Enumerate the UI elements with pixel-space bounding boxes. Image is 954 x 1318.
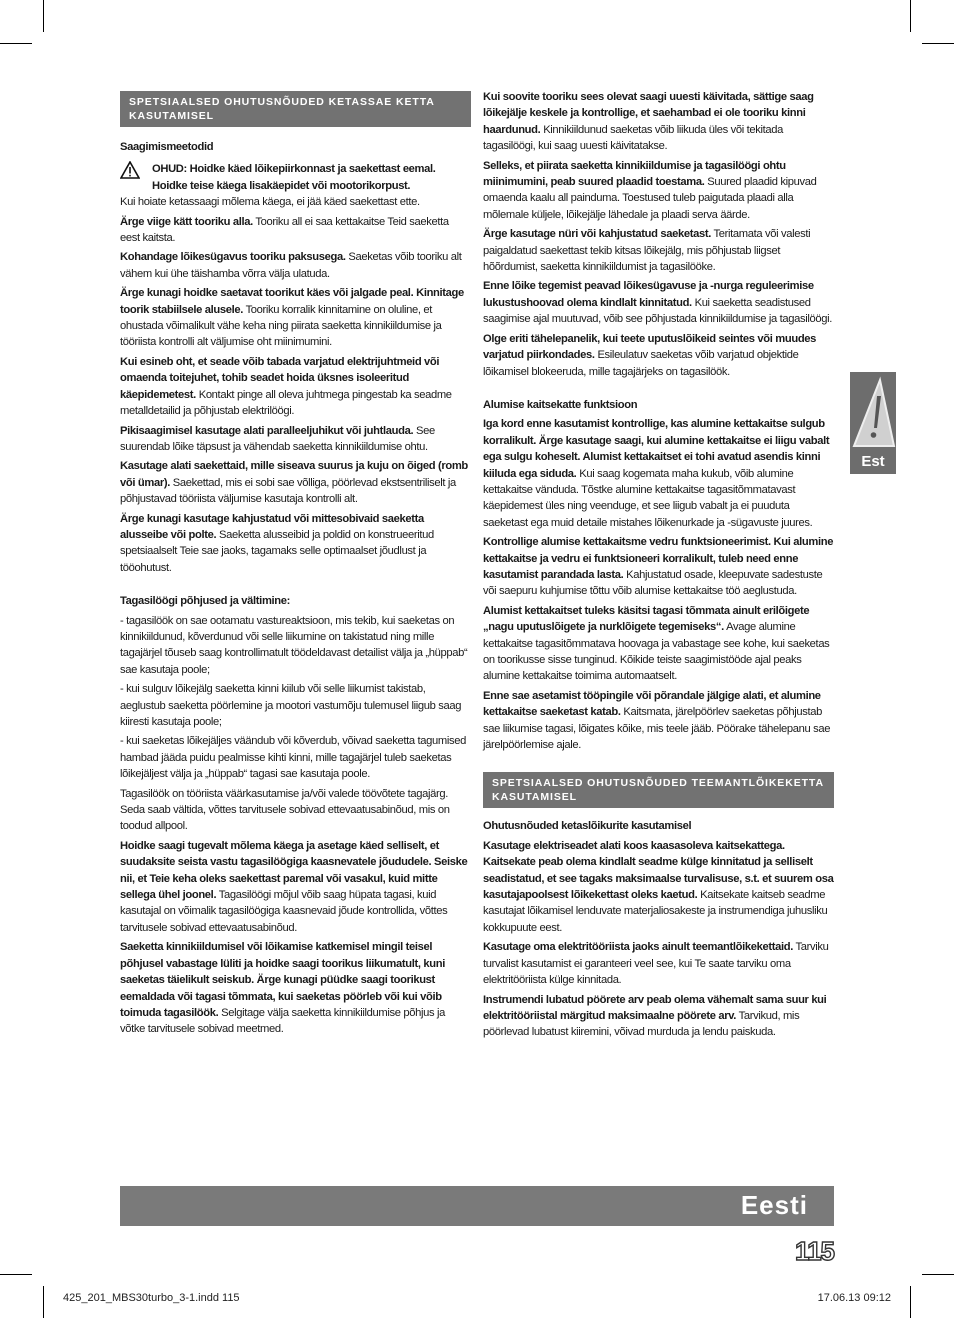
paragraph: Ärge kasutage nüri või kahjustatud saeketast. Teritamata või valesti paigaldatud saekettast tekib kitsas lõikejälg, mis põhjustab liigset hõõrdumist, saeketta kinnikiildumist ja tagasilööke. — [483, 228, 811, 274]
paragraph: Kasutage alati saekettaid, mille siseava suurus ja kuju on õiged (romb või ümar). Saekettad, mis ei sobi sae võlliga, pöörlevad ekstsentriliselt ja põhjustavad tööriista väljumise kasutaja kontrolli alt. — [120, 460, 468, 506]
paragraph: Kasutage oma elektritööriista jaoks ainult teemantlõikekettaid. Tarviku turvalist kasutamist ei garanteeri veel see, kui Te saate tarviku oma elektritööriista külge kinnitada. — [483, 941, 829, 987]
paragraph: Selleks, et piirata saeketta kinnikiildumise ja tagasilöögi ohtu miinimumini, peab suured plaadid toestama. Suured plaadid kipuvad omaenda kaalu all painduma. Toestused tuleb paigutada plaadi alla mõlemale küljele, lõikejälje lähedale ja plaadi serva äärde. — [483, 159, 817, 221]
paragraph: Ärge kunagi kasutage kahjustatud või mittesobivaid saeketta alusseibe või polte. Saeketta alusseibid ja poldid on konstrueeritud spetsiaalselt Teie sae jaoks, tagamaks selle optimaalset jõudlust ja tööohutust. — [120, 512, 434, 574]
subheading-kickback: Tagasilöögi põhjused ja vältimine: — [120, 595, 291, 608]
crop-mark — [43, 1286, 44, 1318]
subheading-sawing-methods: Saagimismeetodid — [120, 141, 214, 153]
paragraph: Ärge kunagi hoidke saetavat toorikut käes või jalgade peal. Kinnitage toorik stabiilsele alusele. Tooriku korralik kinnitamine on oluline, et ohustada võimalikult vähe keha ning piirata saeketta kinnikiildumise ja tööriista kontrolli alt väljumise oht miinimumini. — [120, 287, 464, 349]
subheading-disc-cutters: Ohutusnõuded ketaslõikurite kasutamisel — [483, 820, 692, 833]
paragraph: Saeketta kinnikiildumisel või lõikamise katkemisel mingil teisel põhjusel vabastage lüliti ja hoidke saagi toorikus liikumatult, kuni saeketas täielikult seiskub. Ärge kunagi püüdke saagi toorikust eemaldada või tagasi tõmmata, kui saeketas pöörleb või kui võib toimuda tagasilöök. Selgitage välja saeketta kinnikiildumise põhjus ja võtke tarvitusele sobivad meetmed. — [120, 941, 445, 1036]
paragraph: Pikisaagimisel kasutage alati paralleeljuhikut või juhtlauda. See suurendab lõike täpsust ja vähendab saeketta kinnikiildumise ohtu. — [120, 424, 435, 453]
paragraph: Kohandage lõikesügavus tooriku paksusega. Saeketas võib tooriku alt vähem kui ühe täishamba võrra välja ulatuda. — [120, 251, 462, 280]
language-title: Eesti — [740, 1190, 808, 1220]
crop-mark — [0, 43, 32, 44]
paragraph: Tagasilöök on tööriista väärkasutamise ja/või valede töövõtete tagajärg. Seda saab vältida, võttes tarvitusele sobivad ettevaatusabinõud, mis on toodud allpool. — [120, 787, 450, 833]
paragraph: Kui esineb oht, et seade võib tabada varjatud elektrijuhtmeid või omaenda toitejuhet, tohib seadet hoida üksnes isoleeritud käepidemetest. Kontakt pinge all oleva juhtmega pingestab ka seadme metalldetailid ja põhjustab elektrilöögi. — [120, 355, 452, 418]
date-slug: 17.06.13 09:12 — [817, 1292, 891, 1304]
crop-mark — [43, 0, 44, 32]
side-tab-label: Est — [861, 453, 885, 470]
list-item: - kui sulguv lõikejälg saeketta kinni kiilub või selle liikumist takistab, aeglustub saeketta pöörlemine ja mootori vastumõju tulemusel liigub saag kiiresti kasutaja poole; — [120, 683, 462, 728]
paragraph: Kui soovite tooriku sees olevat saagi uuesti käivitada, sättige saag lõikejälje keskele ja kontrollige, et saehambad ei ole tooriku kinni haardunud. Kinnikiildunud saeketas võib liikuda üles või tekitada tagasilöögi, kui saag uuesti käivitatakse. — [483, 91, 814, 153]
crop-mark — [910, 0, 911, 32]
warning-text: OHUD: Hoidke käed lõikepiirkonnast ja saekettast eemal. Hoidke teise käega lisakäepidet või mootorikorpust. — [152, 163, 436, 192]
language-side-tab — [850, 372, 896, 474]
subheading-lower-guard: Alumise kaitsekatte funktsioon — [483, 398, 638, 411]
crop-mark — [922, 1274, 954, 1275]
file-slug: 425_201_MBS30turbo_3-1.indd 115 — [63, 1292, 240, 1304]
paragraph: Iga kord enne kasutamist kontrollige, kas alumine kettakaitse sulgub korralikult. Ärge kasutage saagi, kui alumine kettakaitse ei liigu vabalt ega sulgu koheselt. Alumist kettakaitset ei tohi avatud asendis kinni kiiluda ega siduda. Kui saag kogemata maha kukub, võib alumine kettakaitse vänduda. Tõstke alumine kettakaitse tagasitõmmatavast käepidemest üles ning veenduge, et see liigub vabalt ja ei puuduta saeketast ega muid detaile mistahes lõikenurkade ja -sügavuste juures. — [483, 418, 830, 529]
crop-mark — [0, 1274, 32, 1275]
list-item: - tagasilöök on sae ootamatu vastureaktsioon, mis tekib, kui saeketas on kinnikiildunud, kõverdunud või selle liikumine on takistatud ning mille tagajärjel tõuseb saag kontrollimatult töödeldavast detailist välja ja „hüppab“ sae kasutaja poole; — [120, 614, 468, 676]
crop-mark — [910, 1286, 911, 1318]
paragraph: Hoidke saagi tugevalt mõlema käega ja asetage käed selliselt, et suudaksite seista vastu tagasilöögiga kaasnevatele jõududele. Seiske nii, et Teie keha oleks saekettast paremal või vasakul, kuid mitte sellega ühel joonel. Tagasilöögi mõjul võib saag hüpata tagasi, kuid kasutajal on võimalik tagasilöögiga kaasnevaid jõude kontrollida, võttes tarvitusele sobivad ettevaatusabinõud. — [120, 839, 468, 934]
warning-block — [120, 161, 471, 194]
page-number: 115 — [795, 1236, 834, 1266]
left-column — [120, 91, 471, 1041]
paragraph: Olge eriti tähelepanelik, kui teete uputuslõikeid seintes või muudes varjatud piirkondades. Esileulatuv saeketas võib varjatud objektide lõikamisel blokeeruda, mille tagajärjeks on tagasilöök. — [483, 332, 817, 378]
paragraph: Kasutage elektriseadet alati koos kaasasoleva kaitsekattega. Kaitsekate peab olema kindlalt seadme külge kinnitatud ja selliselt seadistatud, et see tagaks maksimaalse turvalisuse, s.t. et suurem osa kasutajapoolsest lõikekettast oleks kaetud. Kaitsekate kaitseb seadme kasutajat lõikamisel lenduvate materjaliosakeste ja instrumendiga juhusliku kokkupuute eest. — [483, 839, 834, 934]
paragraph: Instrumendi lubatud pöörete arv peab olema vähemalt sama suur kui elektritööriistal märgitud maksimaalne pöörete arv. Tarvikud, mis pöörlevad lubatust kiiremini, võivad murduda ja lendu paiskuda. — [483, 993, 827, 1039]
warning-triangle-icon — [120, 161, 140, 179]
crop-mark — [922, 43, 954, 44]
section-banner-circular-saw: SPETSIAALSED OHUTUSNÕUDED KETASSAE KETTA KASUTAMISEL — [120, 91, 471, 127]
paragraph: Ärge viige kätt tooriku alla. Tooriku all ei saa kettakaitse Teid saeketta eest kaitsta. — [120, 215, 449, 245]
footer-language-bar — [120, 1186, 834, 1226]
list-item: - kui saeketas lõikejäljes väändub või kõverdub, võivad saeketta tagumised hambad jääda puidu pealmisse kihti kinni, mille tagajärjel tuleb saeketas lõikejäljest välja ja „hüppab“ tagasi sae kasutaja poole. — [120, 735, 466, 781]
paragraph: Kui hoiate ketassaagi mõlema käega, ei jää käed saekettast ette. — [120, 196, 420, 209]
paragraph: Enne sae asetamist tööpingile või põrandale jälgige alati, et alumine kettakaitse saeketast katab. Kaitsmata, järelpöörlev saeketas põhjustab sae liikumise tagasi, lõigates kõike, mis teele jääb. Pöörake tähelepanu sae järelpöörlemise ajale. — [483, 689, 831, 752]
paragraph: Enne lõike tegemist peavad lõikesügavuse ja -nurga reguleerimise lukustushoovad olema kindlalt kinnitatud. Kui saeketta seadistused saagimise ajal muutuvad, võib see põhjustada kinnikiildumise ja tagasilöögi. — [483, 280, 833, 326]
section-banner-diamond-disc: SPETSIAALSED OHUTUSNÕUDED TEEMANTLÕIKEKETTA KASUTAMISEL — [483, 772, 834, 808]
paragraph: Kontrollige alumise kettakaitsme vedru funktsioneerimist. Kui alumine kettakaitse ja vedru ei funktsioneeri korralikult, tuleb need enne kasutamist parandada lasta. Kahjustatud osade, kleepuvate sadestuste või saepuru kuhjumise tõttu võib alumise kettakaitse töö aeglustuda. — [483, 536, 834, 598]
right-column — [483, 89, 834, 1044]
paragraph: Alumist kettakaitset tuleks käsitsi tagasi tõmmata ainult erilõigete „nagu uputuslõigete ja nurklõigete tegemiseks“. Avage alumine kettakaitse tagasitõmmatava hoovaga ja vabastage see kohe, kui saeketas on toorikusse sisse tunginud. Kõikide teiste saagimistööde ajal peaks alumine kettakaitse toimima automaatselt. — [483, 604, 830, 683]
warning-triangle-icon — [850, 372, 896, 452]
